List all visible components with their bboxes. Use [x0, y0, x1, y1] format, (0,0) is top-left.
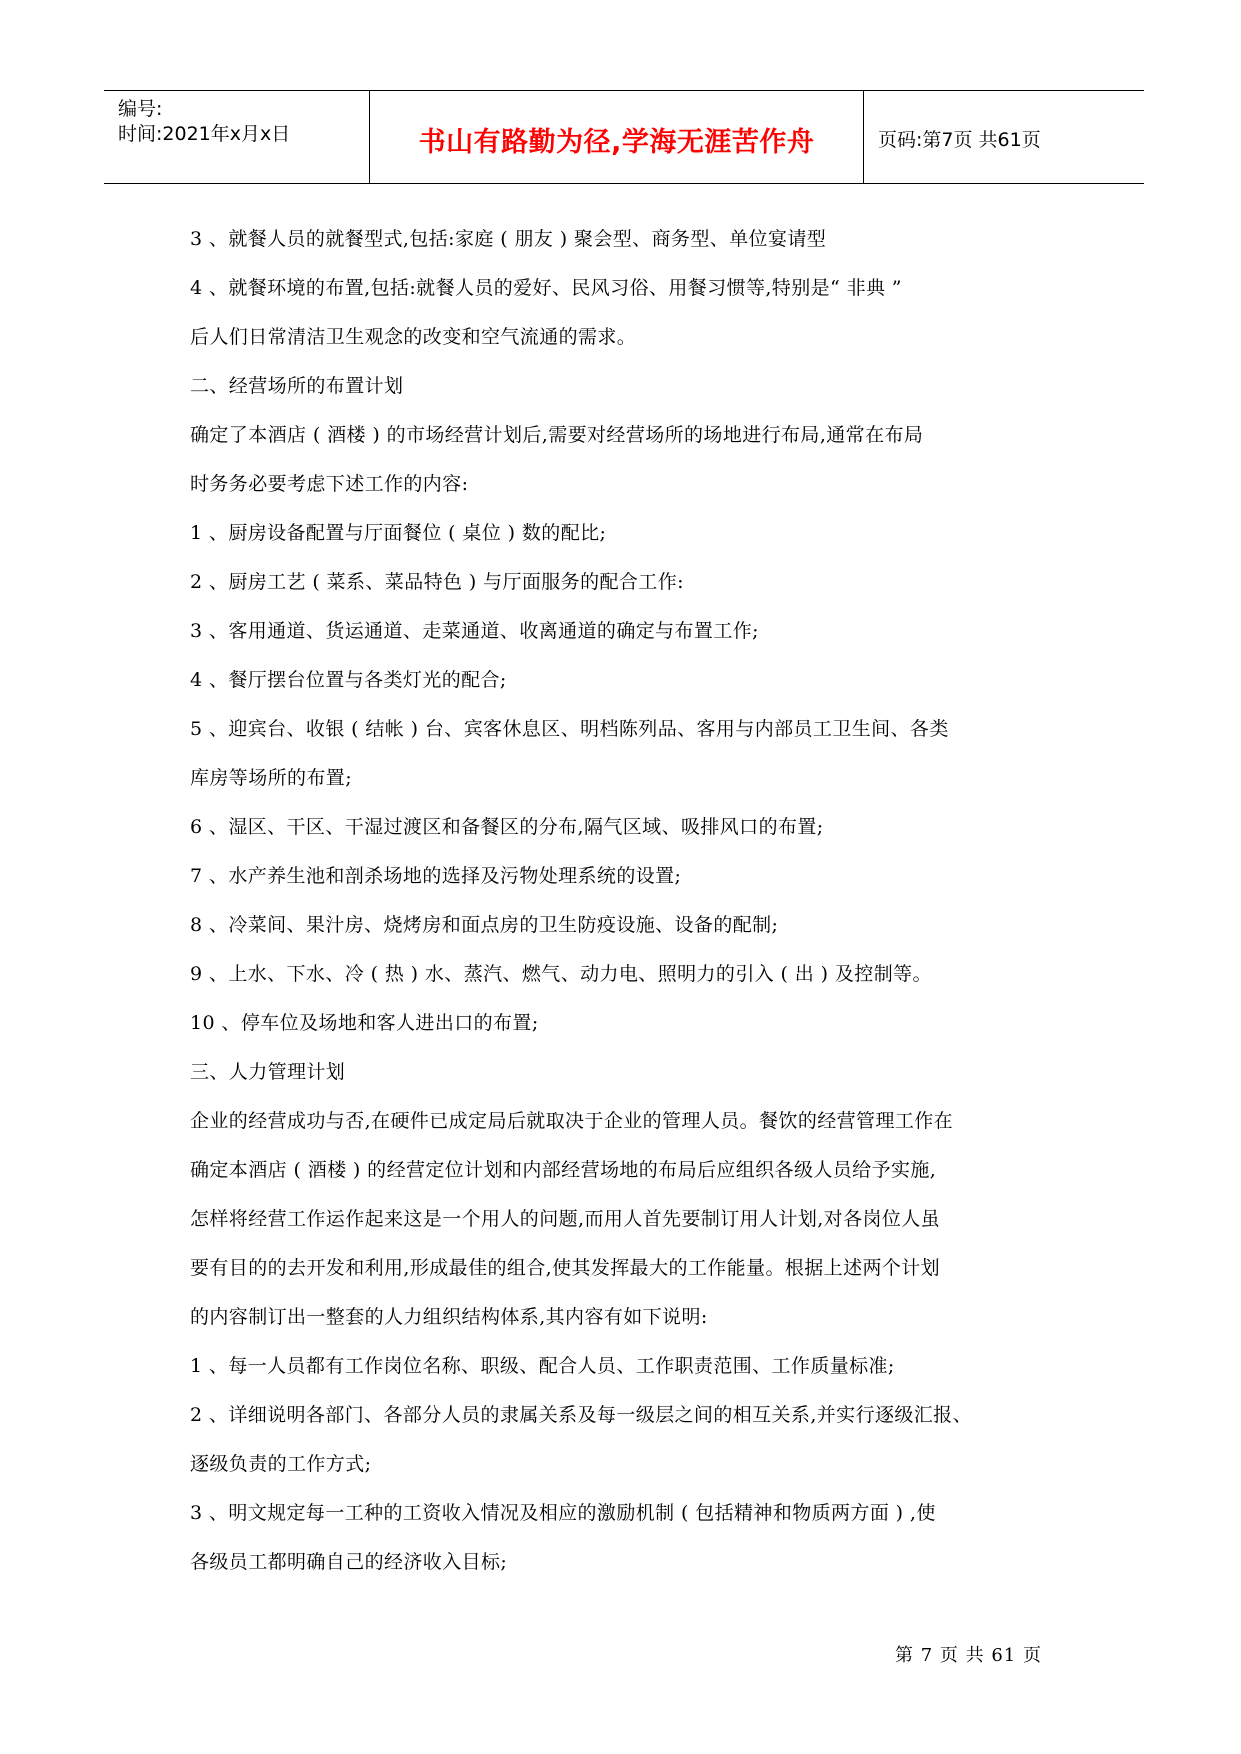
list-item: 6 、湿区、干区、干湿过渡区和备餐区的分布,隔气区域、吸排风口的布置;: [190, 816, 824, 838]
body-line: 4 、就餐环境的布置,包括:就餐人员的爱好、民风习俗、用餐习惯等,特别是“ 非典 ”: [190, 277, 902, 299]
list-item: 1 、每一人员都有工作岗位名称、职级、配合人员、工作职责范围、工作质量标准;: [190, 1355, 895, 1377]
list-item: 3 、客用通道、货运通道、走菜通道、收离通道的确定与布置工作;: [190, 620, 759, 642]
list-item: 9 、上水、下水、冷 ( 热 ) 水、蒸汽、燃气、动力电、照明力的引入 ( 出 ) 及控制等。: [190, 963, 932, 985]
document-number-label: 编号:: [118, 98, 163, 120]
document-body: [190, 215, 1070, 1587]
list-item: 2 、厨房工艺 ( 菜系、菜品特色 ) 与厅面服务的配合工作:: [190, 571, 684, 593]
list-item: 7 、水产养生池和剖杀场地的选择及污物处理系统的设置;: [190, 865, 682, 887]
body-line: 3 、就餐人员的就餐型式,包括:家庭 ( 朋友 ) 聚会型、商务型、单位宴请型: [190, 228, 827, 250]
document-date: 时间:2021年x月x日: [118, 123, 291, 145]
list-item: 2 、详细说明各部门、各部分人员的隶属关系及每一级层之间的相互关系,并实行逐级汇报、: [190, 1404, 972, 1426]
list-item-continuation: 库房等场所的布置;: [190, 767, 353, 789]
header-page-number: 页码:第7页 共61页: [878, 129, 1041, 151]
list-item-continuation: 逐级负责的工作方式;: [190, 1453, 372, 1475]
body-line: 时务务必要考虑下述工作的内容:: [190, 473, 469, 495]
body-line: 的内容制订出一整套的人力组织结构体系,其内容有如下说明:: [190, 1306, 708, 1328]
list-item: 8 、冷菜间、果汁房、烧烤房和面点房的卫生防疫设施、设备的配制;: [190, 914, 779, 936]
section-heading: 三、人力管理计划: [190, 1061, 346, 1083]
page-footer-number: 第 7 页 共 61 页: [895, 1645, 1042, 1666]
page-header: [104, 90, 1144, 184]
body-line: 企业的经营成功与否,在硬件已成定局后就取决于企业的管理人员。餐饮的经营管理工作在: [190, 1110, 954, 1132]
list-item: 5 、迎宾台、收银 ( 结帐 ) 台、宾客休息区、明档陈列品、客用与内部员工卫生间、各类: [190, 718, 949, 740]
body-line: 怎样将经营工作运作起来这是一个用人的问题,而用人首先要制订用人计划,对各岗位人虽: [190, 1208, 941, 1230]
header-page-cell: [864, 91, 1144, 183]
header-motto: 书山有路勤为径,学海无涯苦作舟: [418, 127, 815, 158]
body-line: 后人们日常清洁卫生观念的改变和空气流通的需求。: [190, 326, 637, 348]
header-left-cell: [104, 91, 370, 183]
list-item: 1 、厨房设备配置与厅面餐位 ( 桌位 ) 数的配比;: [190, 522, 607, 544]
list-item: 10 、停车位及场地和客人进出口的布置;: [190, 1012, 539, 1034]
body-line: 确定了本酒店 ( 酒楼 ) 的市场经营计划后,需要对经营场所的场地进行布局,通常在布局: [190, 424, 924, 446]
body-line: 要有目的的去开发和利用,形成最佳的组合,使其发挥最大的工作能量。根据上述两个计划: [190, 1257, 941, 1279]
header-motto-cell: [370, 91, 864, 183]
list-item-continuation: 各级员工都明确自己的经济收入目标;: [190, 1551, 508, 1573]
list-item: 4 、餐厅摆台位置与各类灯光的配合;: [190, 669, 507, 691]
list-item: 3 、明文规定每一工种的工资收入情况及相应的激励机制 ( 包括精神和物质两方面 ) ,使: [190, 1502, 936, 1524]
section-heading: 二、经营场所的布置计划: [190, 375, 404, 397]
body-line: 确定本酒店 ( 酒楼 ) 的经营定位计划和内部经营场地的布局后应组织各级人员给予实施,: [190, 1159, 937, 1181]
